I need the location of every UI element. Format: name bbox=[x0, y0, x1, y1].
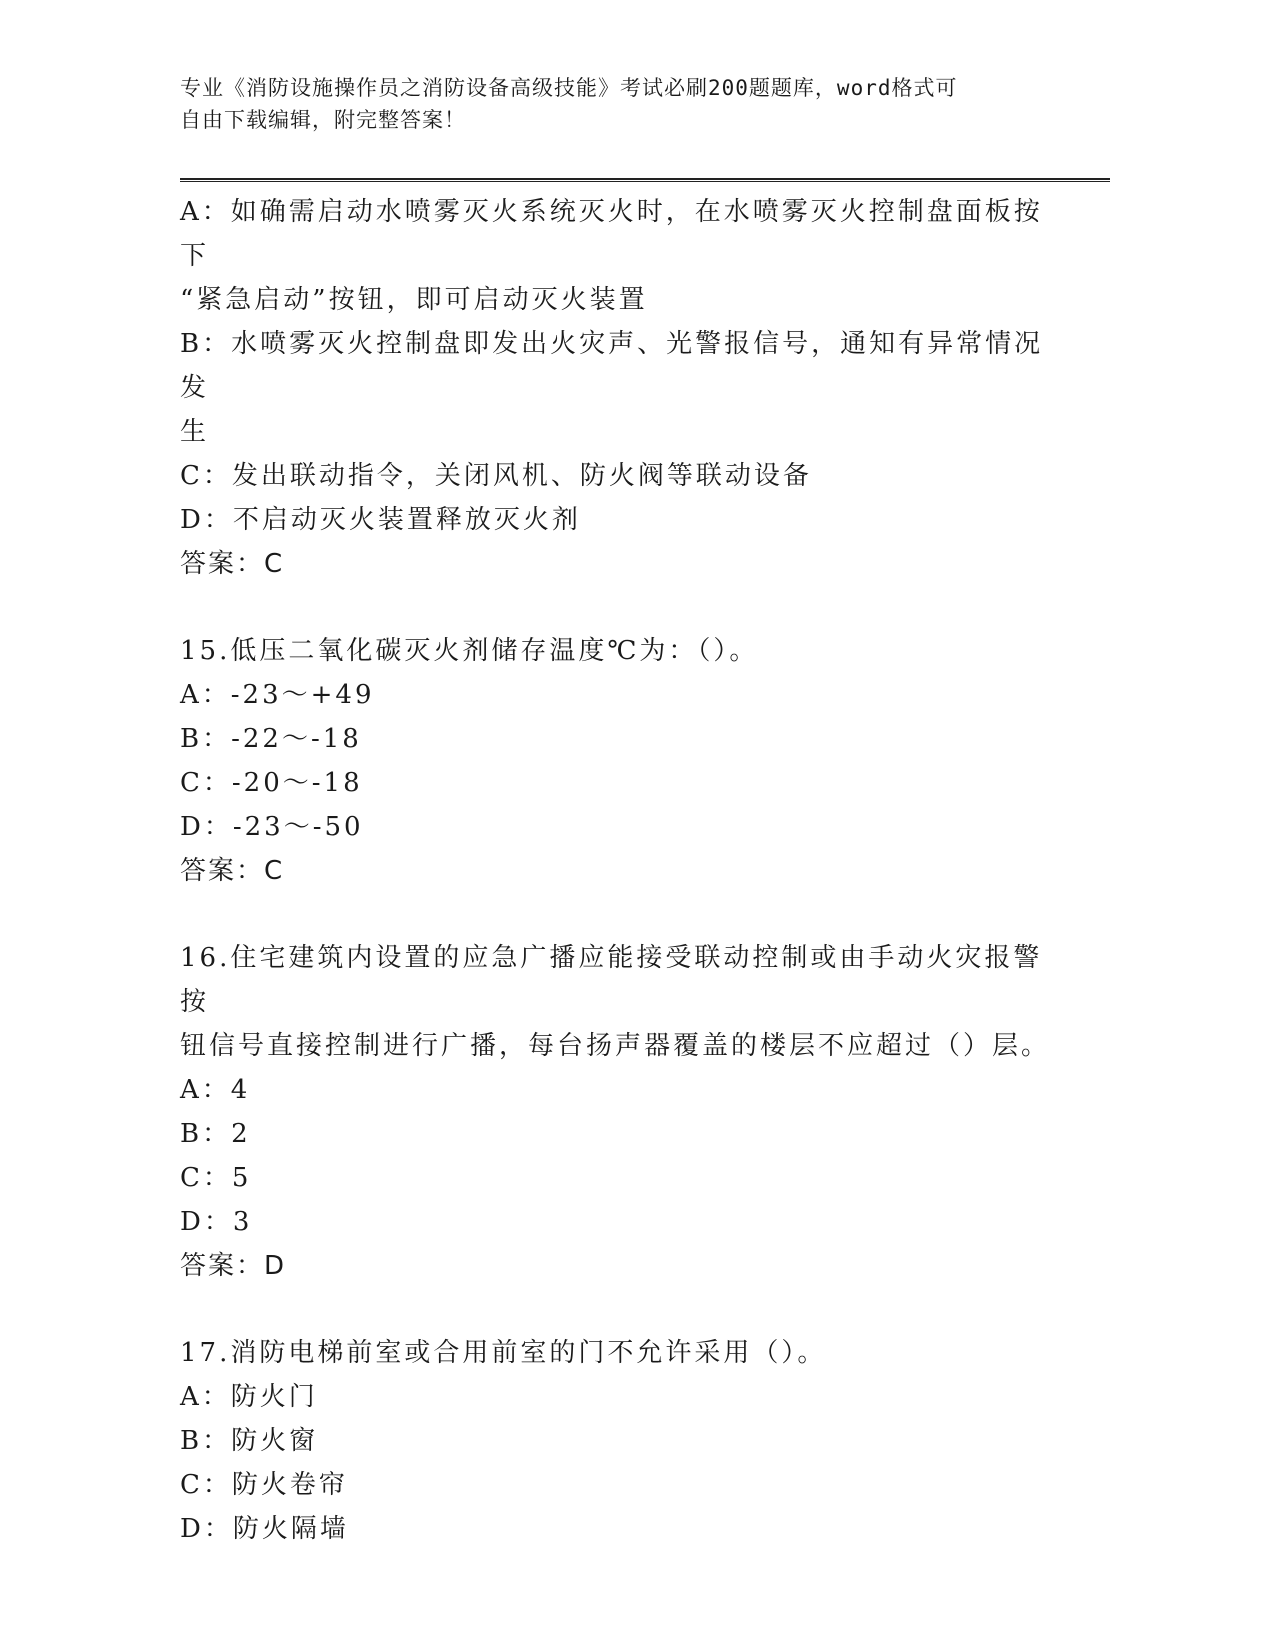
option-d: D：防火隔墙 bbox=[180, 1514, 349, 1544]
question-stem-continued: 钮信号直接控制进行广播，每台扬声器覆盖的楼层不应超过（）层。 bbox=[180, 1031, 1051, 1061]
header-divider bbox=[180, 178, 1110, 182]
question-stem: 15.低压二氧化碳灭火剂储存温度℃为：（）。 bbox=[180, 636, 759, 666]
document-header bbox=[180, 72, 1040, 136]
spacer bbox=[180, 1288, 1060, 1331]
header-title-line-2: 自由下载编辑，附完整答案！ bbox=[180, 108, 466, 132]
option-b: B：-22～-18 bbox=[180, 724, 362, 754]
spacer bbox=[180, 893, 1060, 936]
option-c: C：5 bbox=[180, 1163, 252, 1193]
answer-line: 答案：D bbox=[180, 1251, 287, 1281]
option-b-continued: 生 bbox=[180, 417, 210, 447]
option-d: D：-23～-50 bbox=[180, 812, 364, 842]
question-17 bbox=[180, 1331, 1060, 1551]
question-stem: 16.住宅建筑内设置的应急广播应能接受联动控制或由手动火灾报警按 bbox=[180, 943, 1043, 1017]
option-d: D：3 bbox=[180, 1207, 253, 1237]
option-b: B：水喷雾灭火控制盘即发出火灾声、光警报信号，通知有异常情况发 bbox=[180, 329, 1044, 403]
option-c: C：-20～-18 bbox=[180, 768, 363, 798]
option-d: D：不启动灭火装置释放灭火剂 bbox=[180, 505, 581, 535]
question-stem: 17.消防电梯前室或合用前室的门不允许采用（）。 bbox=[180, 1338, 827, 1368]
option-b: B：2 bbox=[180, 1119, 251, 1149]
question-16 bbox=[180, 936, 1060, 1288]
option-a-continued: “紧急启动”按钮，即可启动灭火装置 bbox=[180, 285, 648, 315]
option-c: C：防火卷帘 bbox=[180, 1470, 348, 1500]
option-b: B：防火窗 bbox=[180, 1426, 319, 1456]
answer-line: 答案：C bbox=[180, 856, 285, 886]
header-title-line-1: 专业《消防设施操作员之消防设备高级技能》考试必刷200题题库，word格式可 bbox=[180, 76, 958, 100]
answer-line: 答案：C bbox=[180, 549, 285, 579]
question-15 bbox=[180, 629, 1060, 893]
option-a: A：如确需启动水喷雾灭火系统灭火时，在水喷雾灭火控制盘面板按下 bbox=[180, 197, 1043, 271]
option-c: C：发出联动指令，关闭风机、防火阀等联动设备 bbox=[180, 461, 812, 491]
question-14-continued bbox=[180, 190, 1060, 586]
option-a: A：防火门 bbox=[180, 1382, 318, 1412]
option-a: A：-23～+49 bbox=[180, 680, 375, 710]
spacer bbox=[180, 586, 1060, 629]
option-a: A：4 bbox=[180, 1075, 251, 1105]
question-list bbox=[180, 190, 1060, 1551]
